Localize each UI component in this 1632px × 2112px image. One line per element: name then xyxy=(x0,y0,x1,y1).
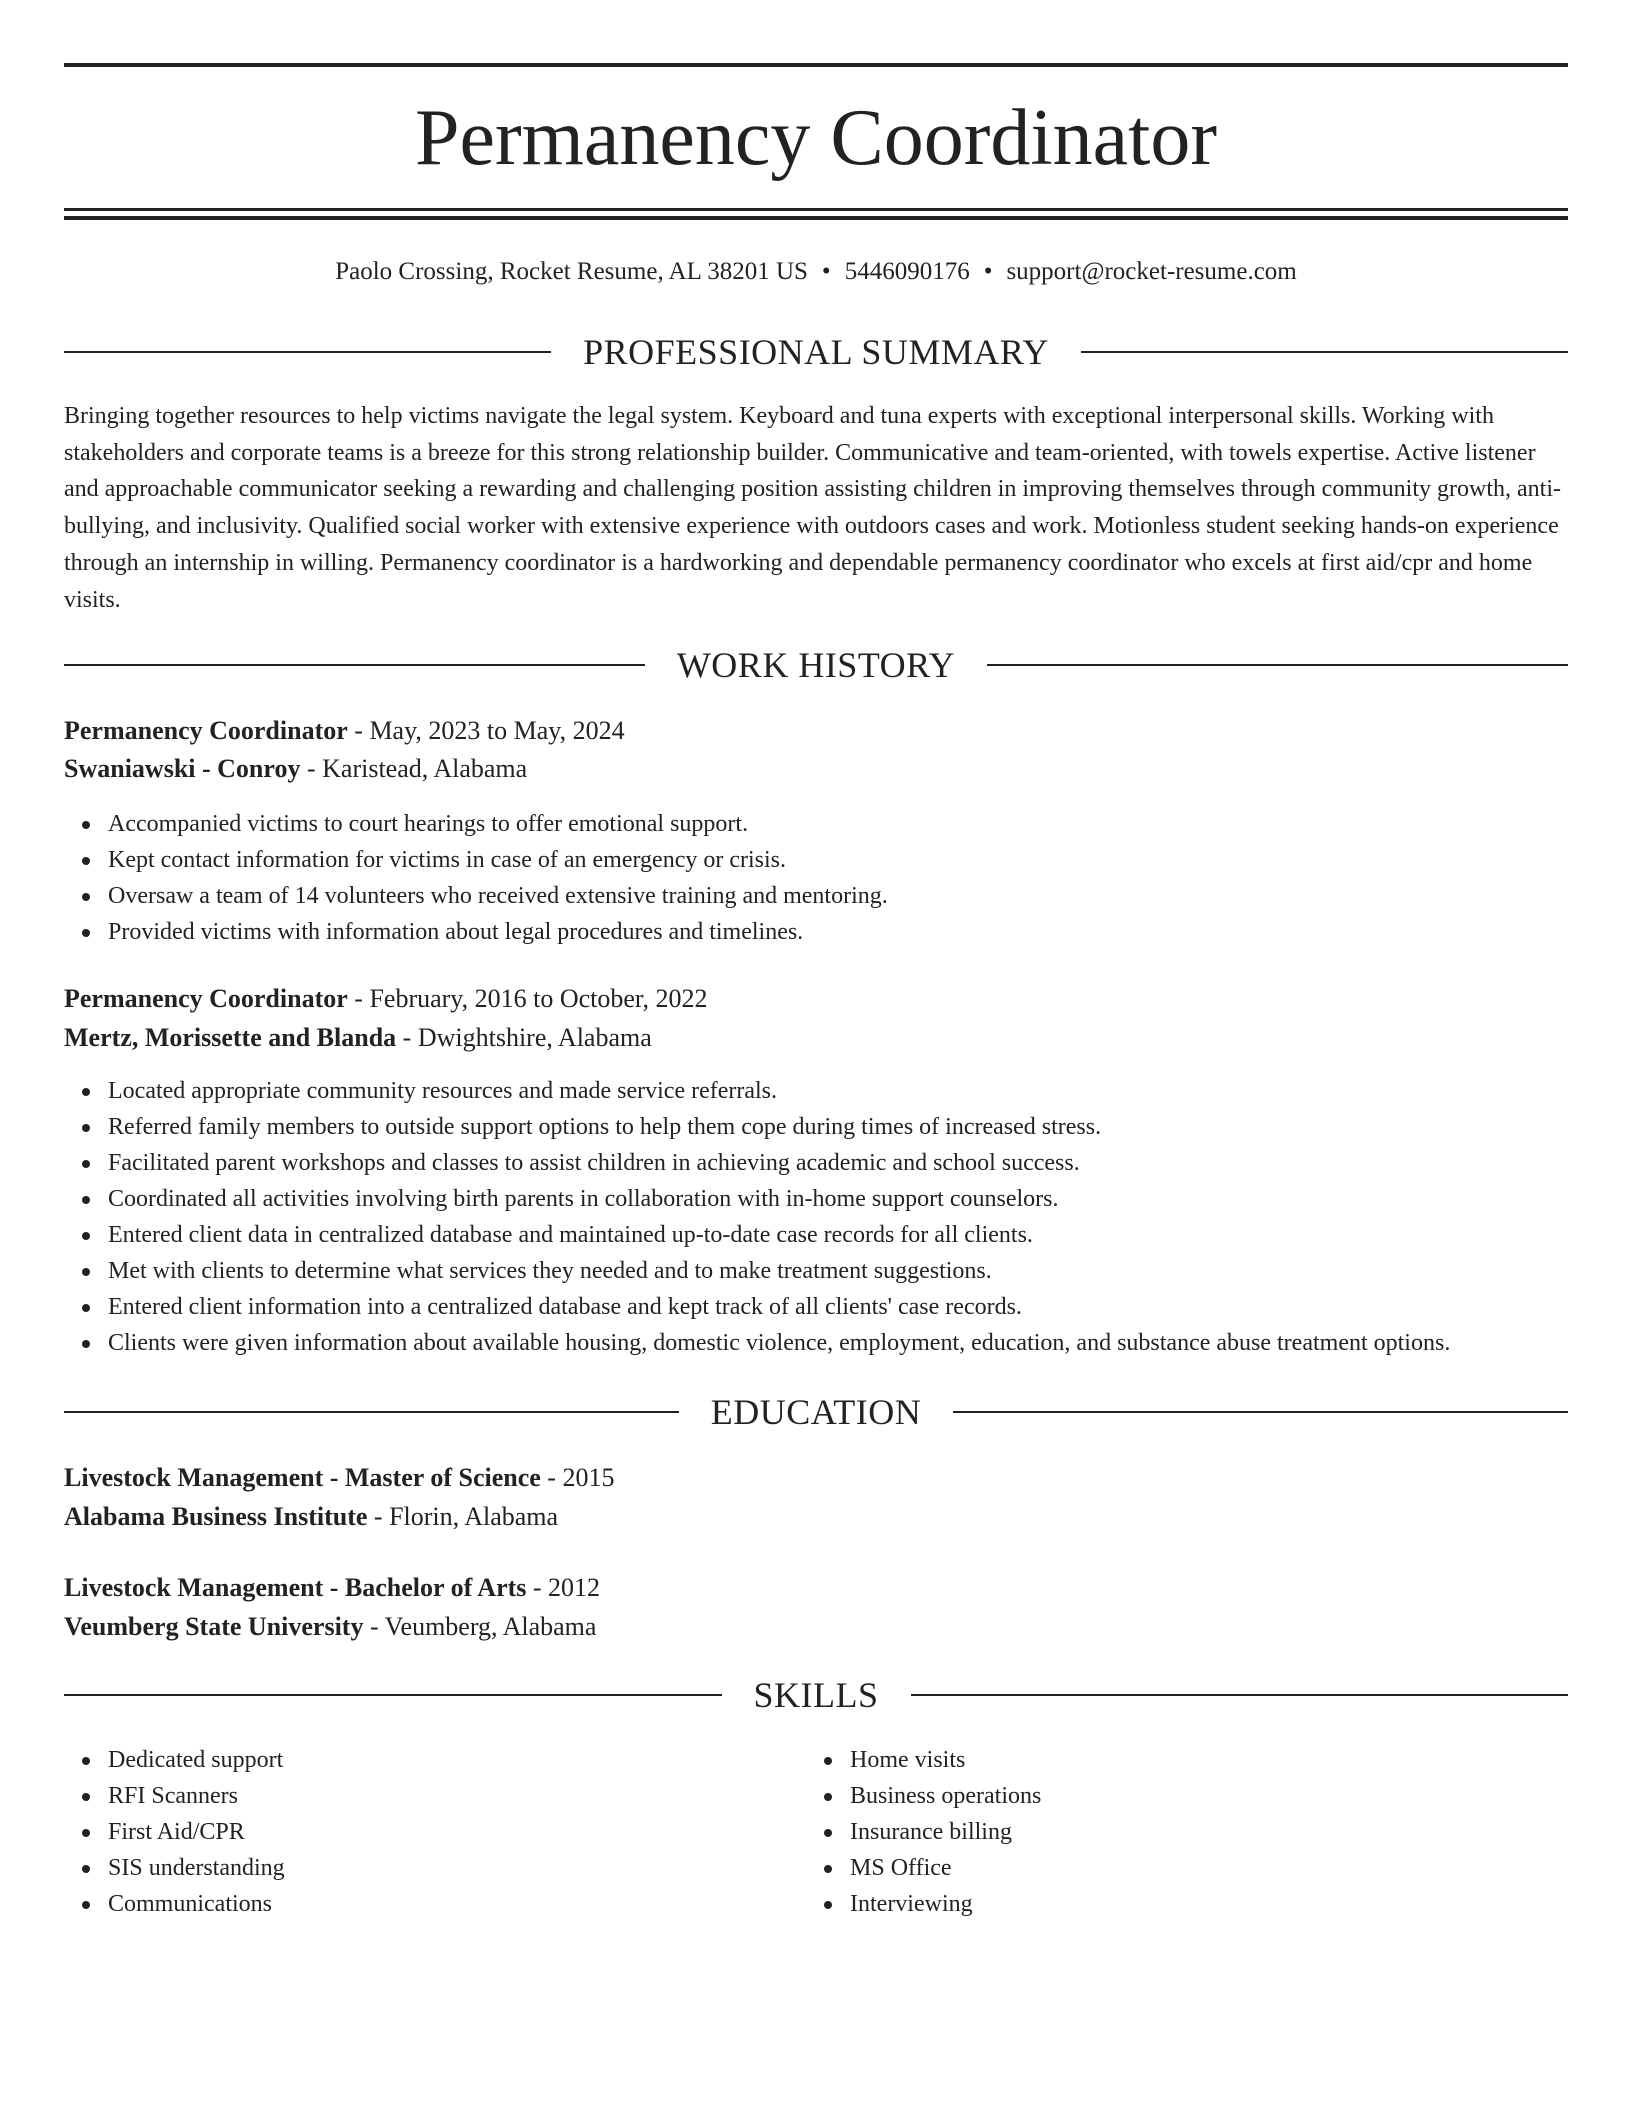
job-company: Mertz, Morissette and Blanda xyxy=(64,1023,397,1052)
skill-item: RFI Scanners xyxy=(108,1778,798,1814)
education-school: Veumberg State University xyxy=(64,1612,364,1641)
skills-heading xyxy=(64,1673,1568,1717)
heading-rule xyxy=(64,1694,722,1696)
heading-rule xyxy=(64,664,645,666)
skill-item: MS Office xyxy=(850,1850,1540,1886)
job-location: - Dwightshire, Alabama xyxy=(396,1023,652,1052)
heading-rule xyxy=(1081,351,1568,353)
education-degree-line xyxy=(64,1569,1568,1607)
header-rule-upper xyxy=(64,208,1568,211)
education-school-line xyxy=(64,1608,1568,1646)
contact-line xyxy=(64,254,1568,290)
education-school: Alabama Business Institute xyxy=(64,1502,368,1531)
education-location: - Veumberg, Alabama xyxy=(363,1612,597,1641)
candidate-name: Permanency Coordinator xyxy=(415,94,1217,182)
job-location: - Karistead, Alabama xyxy=(300,754,528,783)
section-title: EDUCATION xyxy=(710,1392,922,1432)
heading-rule xyxy=(987,664,1568,666)
heading-rule xyxy=(64,1411,679,1413)
skills-list-right xyxy=(806,1742,1540,1922)
education-year: - 2015 xyxy=(540,1463,615,1492)
job-duty: Accompanied victims to court hearings to offer emotional support. xyxy=(108,806,1568,842)
job-duty: Referred family members to outside support options to help them cope during times of increased stress. xyxy=(108,1109,1568,1145)
heading-rule xyxy=(911,1694,1569,1696)
job-duties-list xyxy=(64,806,1568,950)
heading-rule xyxy=(953,1411,1568,1413)
skill-item: SIS understanding xyxy=(108,1850,798,1886)
skill-item: Business operations xyxy=(850,1778,1540,1814)
education-degree: Livestock Management - Bachelor of Arts xyxy=(64,1573,527,1602)
education-degree-line xyxy=(64,1459,1568,1497)
contact-phone: 5446090176 xyxy=(844,258,970,285)
job-duty: Oversaw a team of 14 volunteers who received extensive training and mentoring. xyxy=(108,878,1568,914)
job-company: Swaniawski - Conroy xyxy=(64,754,301,783)
job-duty: Located appropriate community resources and made service referrals. xyxy=(108,1073,1568,1109)
job-duty: Coordinated all activities involving birth parents in collaboration with in-home support counselors. xyxy=(108,1181,1568,1217)
job-duties-list xyxy=(64,1073,1568,1361)
skill-item: Communications xyxy=(108,1886,798,1922)
contact-address: Paolo Crossing, Rocket Resume, AL 38201 US xyxy=(335,258,808,285)
job-duty: Met with clients to determine what services they needed and to make treatment suggestions. xyxy=(108,1253,1568,1289)
job-dates: - May, 2023 to May, 2024 xyxy=(347,716,625,745)
section-title: WORK HISTORY xyxy=(676,645,956,685)
education-school-line xyxy=(64,1498,1568,1536)
section-title: SKILLS xyxy=(753,1675,879,1715)
job-duty: Provided victims with information about legal procedures and timelines. xyxy=(108,914,1568,950)
education-heading xyxy=(64,1390,1568,1434)
summary-text: Bringing together resources to help victims navigate the legal system. Keyboard and tuna experts with exceptional interpersonal skills. Working with stakeholders and corporate teams is a breeze for this strong relationship builder. Communicative and team-oriented, with towels expertise. Active listener and approachable communicator seeking a rewarding and challenging position assisting children in improving themselves through community growth, anti-bullying, and inclusivity. Qualified social worker with extensive experience with outdoors cases and work. Motionless student seeking hands-on experience through an internship in willing. Permanency coordinator is a hardworking and dependable permanency coordinator who excels at first aid/cpr and home visits. xyxy=(64,403,1561,613)
header-rule-lower xyxy=(64,216,1568,220)
job-title-line xyxy=(64,712,1568,750)
summary-heading xyxy=(64,330,1568,374)
skills-list-left xyxy=(64,1742,798,1922)
contact-email: support@rocket-resume.com xyxy=(1006,258,1297,285)
skill-item: Dedicated support xyxy=(108,1742,798,1778)
job-duty: Facilitated parent workshops and classes to assist children in achieving academic and school success. xyxy=(108,1145,1568,1181)
job-title: Permanency Coordinator xyxy=(64,984,348,1013)
job-dates: - February, 2016 to October, 2022 xyxy=(347,984,708,1013)
education-year: - 2012 xyxy=(526,1573,601,1602)
contact-separator: • xyxy=(821,258,831,285)
job-title-line xyxy=(64,980,1568,1018)
job-company-line xyxy=(64,750,1568,788)
job-duty: Entered client data in centralized database and maintained up-to-date case records for all clients. xyxy=(108,1217,1568,1253)
education-degree: Livestock Management - Master of Science xyxy=(64,1463,541,1492)
contact-separator: • xyxy=(983,258,993,285)
skill-item: First Aid/CPR xyxy=(108,1814,798,1850)
top-rule xyxy=(64,63,1568,67)
job-duty: Clients were given information about available housing, domestic violence, employment, education, and substance abuse treatment options. xyxy=(108,1325,1568,1361)
skill-item: Insurance billing xyxy=(850,1814,1540,1850)
job-company-line xyxy=(64,1019,1568,1057)
job-duty: Kept contact information for victims in case of an emergency or crisis. xyxy=(108,842,1568,878)
job-title: Permanency Coordinator xyxy=(64,716,348,745)
work-history-heading xyxy=(64,643,1568,687)
skill-item: Interviewing xyxy=(850,1886,1540,1922)
education-location: - Florin, Alabama xyxy=(367,1502,559,1531)
heading-rule xyxy=(64,351,551,353)
section-title: PROFESSIONAL SUMMARY xyxy=(583,332,1049,372)
skill-item: Home visits xyxy=(850,1742,1540,1778)
job-duty: Entered client information into a centralized database and kept track of all clients' case records. xyxy=(108,1289,1568,1325)
